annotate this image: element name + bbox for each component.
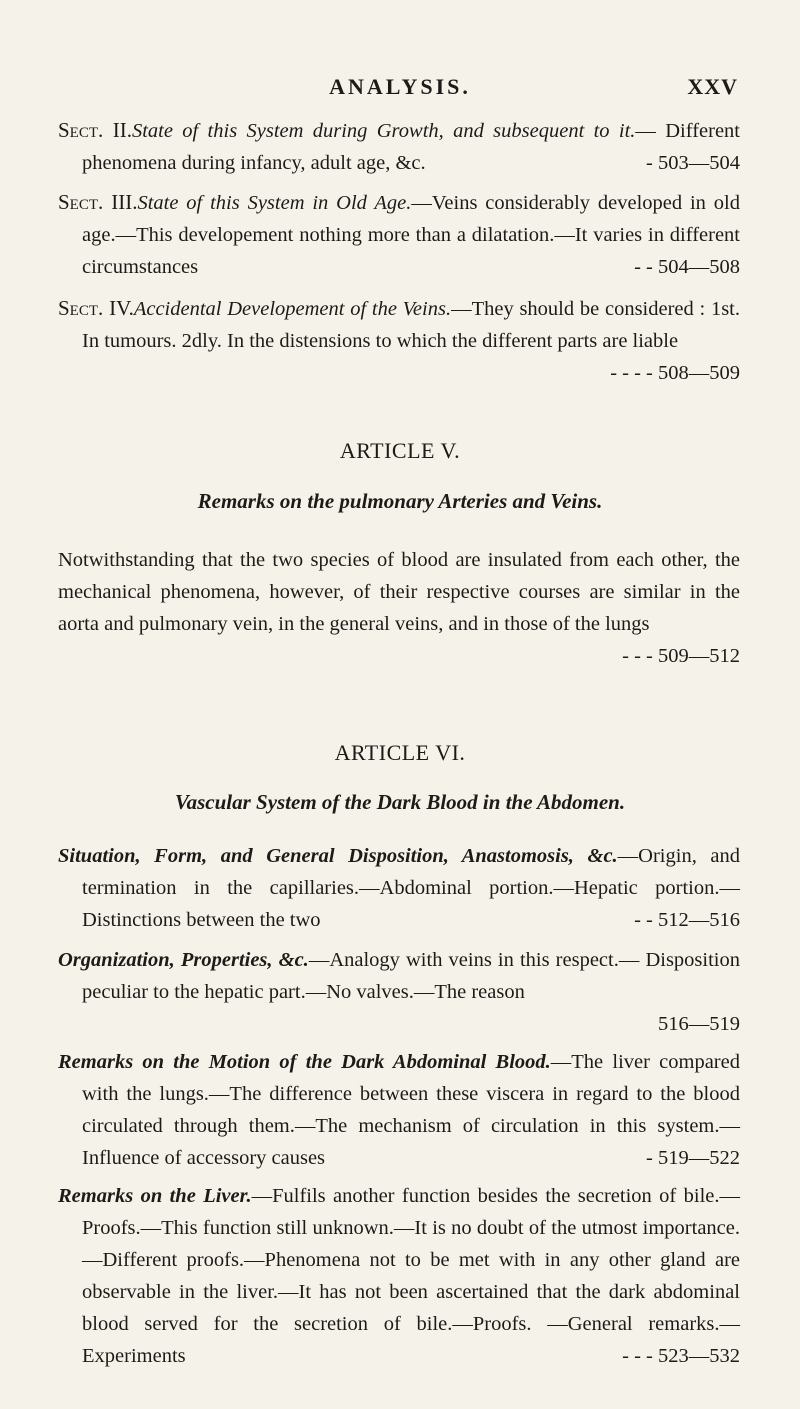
article-6-entry-motion <box>58 1046 740 1174</box>
article-5-pages: - - - 509—512 <box>622 645 740 667</box>
article-5-paragraph <box>58 544 740 672</box>
section-4 <box>58 292 740 389</box>
section-2-title: State of this System during Growth, and subsequent to it. <box>131 120 636 142</box>
entry-motion-pages: - 519—522 <box>646 1147 740 1169</box>
section-3-label: Sect. III. <box>58 190 138 214</box>
article-6-entry-liver <box>58 1180 740 1372</box>
entry-motion-title: Remarks on the Motion of the Dark Abdominal Blood. <box>58 1051 551 1073</box>
entry-organization-title: Organization, Properties, &c. <box>58 949 309 971</box>
section-4-pages: - - - - 508—509 <box>610 362 740 384</box>
entry-situation-text: —Origin, and termination in the capillaries.—Abdominal portion.—Hepatic portion.—Distinctions between the two <box>82 845 740 931</box>
section-4-text: —They should be considered : 1st. In tumours. 2dly. In the distensions to which the different parts are liable <box>82 298 740 352</box>
section-2-text: — Different phenomena during infancy, adult age, &c. <box>82 120 740 174</box>
section-2 <box>58 114 740 179</box>
running-head-title: ANALYSIS. <box>329 74 471 99</box>
entry-motion-text: —The liver compared with the lungs.—The difference between these viscera in regard to the blood circulated through them.—The mechanism of circulation in this system.—Influence of accessory causes <box>82 1051 740 1169</box>
article-6-subtitle: Vascular System of the Dark Blood in the Abdomen. <box>174 790 626 814</box>
section-2-pages: - 503—504 <box>646 152 740 174</box>
article-6-entry-organization <box>58 944 740 1040</box>
section-2-label: Sect. II. <box>58 118 132 142</box>
entry-organization-pages: 516—519 <box>658 1013 740 1035</box>
section-3-text: —Veins considerably developed in old age.—This developement nothing more than a dilatation.—It varies in different circumstances <box>82 192 740 278</box>
article-5-subtitle: Remarks on the pulmonary Arteries and Veins. <box>197 489 603 513</box>
entry-organization-text: —Analogy with veins in this respect.— Disposition peculiar to the hepatic part.—No valves.—The reason <box>82 949 740 1003</box>
running-head-page-number: XXV <box>687 74 738 99</box>
section-3-pages: - - 504—508 <box>634 256 740 278</box>
section-4-title: Accidental Developement of the Veins. <box>133 298 452 320</box>
section-3 <box>58 186 740 283</box>
entry-liver-title: Remarks on the Liver. <box>58 1185 252 1207</box>
entry-situation-pages: - - 512—516 <box>634 909 740 931</box>
article-5-heading: ARTICLE V. <box>339 438 461 463</box>
entry-liver-pages: - - - 523—532 <box>622 1345 740 1367</box>
article-6-entry-situation <box>58 840 740 936</box>
article-6-heading: ARTICLE VI. <box>334 740 466 765</box>
entry-liver-text: —Fulfils another function besides the secretion of bile.—Proofs.—This function still unknown.—It is no doubt of the utmost importance.—Different proofs.—Phenomena not to be met with in any other gland are observable in the liver.—It has not been ascertained that the dark abdominal blood served for the secretion of bile.—Proofs. —General remarks.—Experiments <box>82 1185 740 1367</box>
article-5-text: Notwithstanding that the two species of blood are insulated from each other, the mechanical phenomena, however, of their respective courses are similar in the aorta and pulmonary vein, in the general veins, and in those of the lungs <box>58 549 740 635</box>
entry-situation-title: Situation, Form, and General Disposition, Anastomosis, &c. <box>58 845 618 867</box>
running-head <box>0 74 800 104</box>
section-3-title: State of this System in Old Age. <box>137 192 412 214</box>
section-4-label: Sect. IV. <box>58 296 134 320</box>
